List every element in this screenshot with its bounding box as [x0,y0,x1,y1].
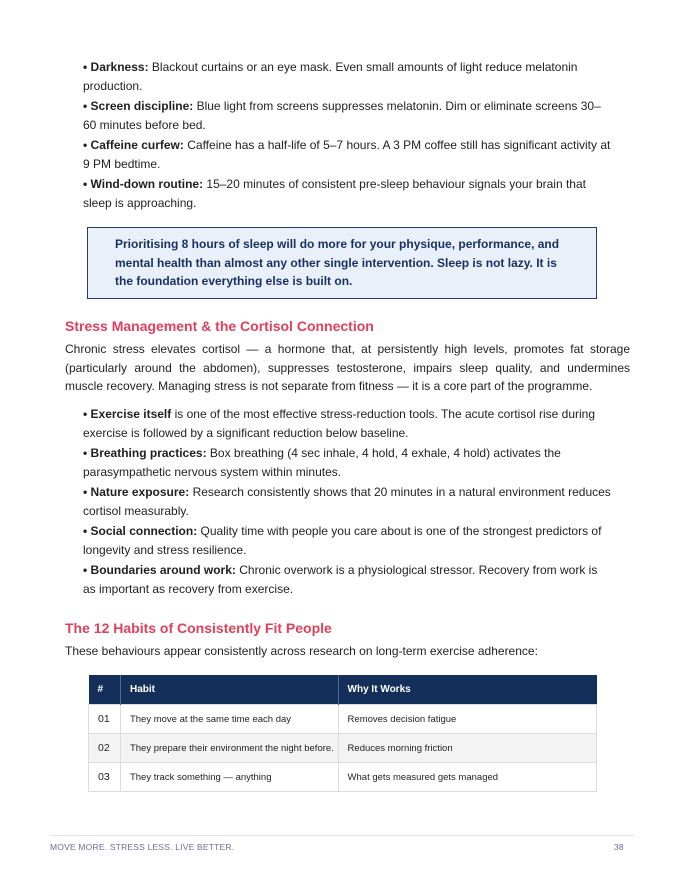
habit-reason: Removes decision fatigue [338,705,596,734]
bullet-text: Blackout curtains or an eye mask. Even small amounts of light reduce melatonin production. [83,60,578,93]
habit-text: They move at the same time each day [120,705,338,734]
stress-intro-paragraph: Chronic stress elevates cortisol — a hormone that, at persistently high levels, promotes fat storage (particularly around the abdomen), suppresses testosterone, impairs sleep quality, and undermines muscle recovery. Managing stress is not separate from fitness — it is a core part of the programme. [65,342,630,393]
bullet-darkness [83,58,613,96]
habit-number: 01 [89,705,121,734]
bullet-text: 15–20 minutes of consistent pre-sleep behaviour signals your brain that sleep is approaching. [83,177,586,210]
bullet-wind-down [83,175,613,213]
bullet-term: • Nature exposure: [83,485,190,499]
bullet-exercise-itself [83,405,613,443]
bullet-term: • Darkness: [83,60,149,74]
bullet-term: • Boundaries around work: [83,563,236,577]
habit-number: 03 [89,763,121,792]
stress-tips-list [83,405,613,600]
habits-section-heading: The 12 Habits of Consistently Fit People [65,620,332,636]
bullet-text: Chronic overwork is a physiological stressor. Recovery from work is as important as recovery from exercise. [83,563,598,596]
bullet-text: Quality time with people you care about is one of the strongest predictors of longevity and stress resilience. [83,524,602,557]
sleep-callout-box: Prioritising 8 hours of sleep will do more for your physique, performance, and mental health than almost any other single intervention. Sleep is not lazy. It is the foundation everything else is built on. [87,227,597,299]
habit-text: They track something — anything [120,763,338,792]
bullet-breathing-practices [83,444,613,482]
column-header-why: Why It Works [338,675,596,705]
table-row [89,705,597,734]
table-row [89,763,597,792]
table-row [89,734,597,763]
bullet-boundaries-work [83,561,613,599]
bullet-term: • Caffeine curfew: [83,138,184,152]
bullet-text: Blue light from screens suppresses melatonin. Dim or eliminate screens 30–60 minutes before bed. [83,99,601,132]
bullet-screen-discipline [83,97,613,135]
bullet-term: • Exercise itself [83,407,172,421]
bullet-term: • Breathing practices: [83,446,207,460]
habit-reason: Reduces morning friction [338,734,596,763]
bullet-text: Box breathing (4 sec inhale, 4 hold, 4 exhale, 4 hold) activates the parasympathetic nervous system within minutes. [83,446,561,479]
stress-section-heading: Stress Management & the Cortisol Connection [65,318,374,334]
habits-intro-paragraph: These behaviours appear consistently across research on long-term exercise adherence: [65,644,538,658]
habit-text: They prepare their environment the night before. [120,734,338,763]
bullet-term: • Screen discipline: [83,99,194,113]
bullet-text: Research consistently shows that 20 minutes in a natural environment reduces cortisol measurably. [83,485,611,518]
column-header-habit: Habit [120,675,338,705]
habit-reason: What gets measured gets managed [338,763,596,792]
column-header-number: # [89,675,121,705]
habits-table [88,675,597,792]
footer-tagline: MOVE MORE. STRESS LESS. LIVE BETTER. [50,842,235,852]
bullet-nature-exposure [83,483,613,521]
sleep-tips-list [83,58,613,214]
page-number: 38 [614,842,624,852]
bullet-caffeine-curfew [83,136,613,174]
bullet-social-connection [83,522,613,560]
habit-number: 02 [89,734,121,763]
bullet-term: • Social connection: [83,524,198,538]
bullet-term: • Wind-down routine: [83,177,204,191]
footer-divider [50,835,635,836]
bullet-text: Caffeine has a half-life of 5–7 hours. A 3 PM coffee still has significant activity at 9 PM bedtime. [83,138,611,171]
table-header-row [89,675,597,705]
bullet-text: is one of the most effective stress-reduction tools. The acute cortisol rise during exercise is followed by a significant reduction below baseline. [83,407,596,440]
